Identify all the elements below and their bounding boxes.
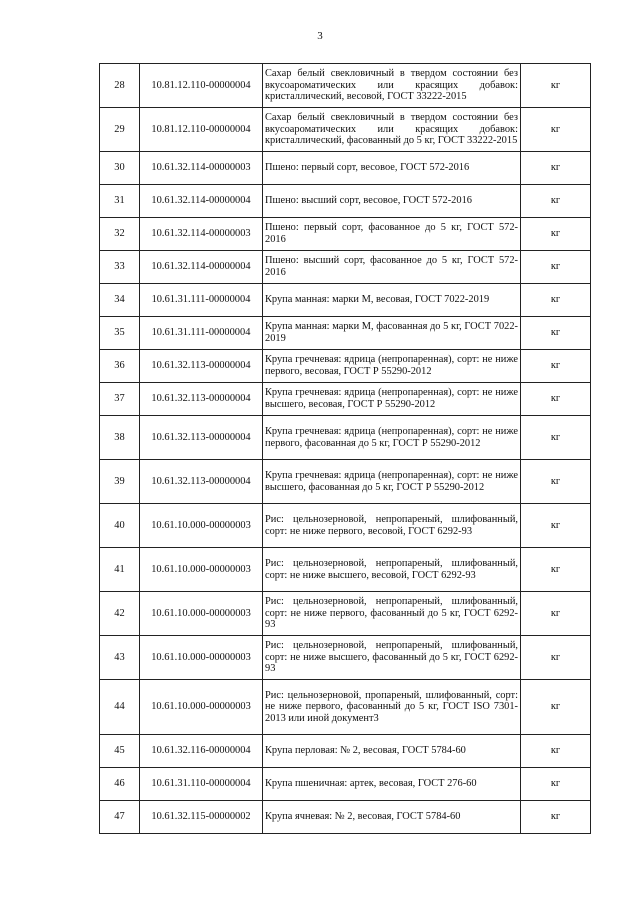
row-number-cell: 37 <box>100 383 140 416</box>
table-row <box>100 504 591 548</box>
table-row <box>100 548 591 592</box>
product-code-cell: 10.61.10.000-00000003 <box>140 680 263 735</box>
table-row <box>100 350 591 383</box>
unit-cell: кг <box>521 218 591 251</box>
table-row <box>100 680 591 735</box>
unit-cell: кг <box>521 350 591 383</box>
unit-cell: кг <box>521 548 591 592</box>
table-row <box>100 383 591 416</box>
product-code-cell: 10.61.31.111-00000004 <box>140 284 263 317</box>
row-number-cell: 43 <box>100 636 140 680</box>
product-description-cell: Пшено: высший сорт, фасованное до 5 кг, ГОСТ 572-2016 <box>263 251 521 284</box>
unit-cell: кг <box>521 735 591 768</box>
product-code-cell: 10.61.10.000-00000003 <box>140 592 263 636</box>
row-number-cell: 44 <box>100 680 140 735</box>
product-code-cell: 10.61.32.114-00000003 <box>140 218 263 251</box>
product-description-cell: Крупа гречневая: ядрица (непропаренная), сорт: не ниже первого, весовая, ГОСТ Р 55290-2012 <box>263 350 521 383</box>
product-description-cell: Пшено: высший сорт, весовое, ГОСТ 572-2016 <box>263 185 521 218</box>
product-code-cell: 10.61.32.113-00000004 <box>140 383 263 416</box>
table-row <box>100 801 591 834</box>
table-row <box>100 218 591 251</box>
unit-cell: кг <box>521 108 591 152</box>
row-number-cell: 38 <box>100 416 140 460</box>
unit-cell: кг <box>521 636 591 680</box>
product-description-cell: Рис: цельнозерновой, непропареный, шлифованный, сорт: не ниже первого, фасованный до 5 кг, ГОСТ 6292-93 <box>263 592 521 636</box>
unit-cell: кг <box>521 64 591 108</box>
row-number-cell: 47 <box>100 801 140 834</box>
product-description-cell: Сахар белый свекловичный в твердом состоянии без вкусоароматических или красящих добавок: кристаллический, фасованный до 5 кг, ГОСТ 33222-2015 <box>263 108 521 152</box>
row-number-cell: 45 <box>100 735 140 768</box>
unit-cell: кг <box>521 383 591 416</box>
unit-cell: кг <box>521 251 591 284</box>
product-description-cell: Рис: цельнозерновой, непропареный, шлифованный, сорт: не ниже первого, весовой, ГОСТ 6292-93 <box>263 504 521 548</box>
row-number-cell: 42 <box>100 592 140 636</box>
unit-cell: кг <box>521 152 591 185</box>
product-description-cell: Крупа гречневая: ядрица (непропаренная), сорт: не ниже высшего, фасованная до 5 кг, ГОСТ Р 55290-2012 <box>263 460 521 504</box>
unit-cell: кг <box>521 680 591 735</box>
table-row <box>100 108 591 152</box>
table-row <box>100 636 591 680</box>
product-code-cell: 10.61.10.000-00000003 <box>140 636 263 680</box>
unit-cell: кг <box>521 768 591 801</box>
table-row <box>100 768 591 801</box>
product-code-cell: 10.61.32.113-00000004 <box>140 460 263 504</box>
product-code-cell: 10.61.32.113-00000004 <box>140 416 263 460</box>
row-number-cell: 30 <box>100 152 140 185</box>
row-number-cell: 35 <box>100 317 140 350</box>
product-description-cell: Сахар белый свекловичный в твердом состоянии без вкусоароматических или красящих добавок: кристаллический, весовой, ГОСТ 33222-2015 <box>263 64 521 108</box>
row-number-cell: 36 <box>100 350 140 383</box>
table-row <box>100 317 591 350</box>
product-description-cell: Крупа гречневая: ядрица (непропаренная), сорт: не ниже первого, фасованная до 5 кг, ГОСТ Р 55290-2012 <box>263 416 521 460</box>
product-description-cell: Рис: цельнозерновой, пропареный, шлифованный, сорт: не ниже первого, фасованный до 5 кг, ГОСТ ISO 7301-2013 или иной документ3 <box>263 680 521 735</box>
product-code-cell: 10.61.10.000-00000003 <box>140 548 263 592</box>
unit-cell: кг <box>521 185 591 218</box>
table-row <box>100 416 591 460</box>
product-description-cell: Крупа перловая: № 2, весовая, ГОСТ 5784-60 <box>263 735 521 768</box>
product-code-cell: 10.61.32.114-00000004 <box>140 185 263 218</box>
product-code-cell: 10.81.12.110-00000004 <box>140 108 263 152</box>
table-row <box>100 592 591 636</box>
page-number: 3 <box>317 30 323 42</box>
row-number-cell: 29 <box>100 108 140 152</box>
product-description-cell: Пшено: первый сорт, фасованное до 5 кг, ГОСТ 572-2016 <box>263 218 521 251</box>
table-row <box>100 251 591 284</box>
products-table-body <box>100 64 591 834</box>
unit-cell: кг <box>521 284 591 317</box>
product-code-cell: 10.61.32.116-00000004 <box>140 735 263 768</box>
product-description-cell: Крупа манная: марки М, фасованная до 5 кг, ГОСТ 7022-2019 <box>263 317 521 350</box>
product-description-cell: Рис: цельнозерновой, непропареный, шлифованный, сорт: не ниже высшего, фасованный до 5 кг, ГОСТ 6292-93 <box>263 636 521 680</box>
unit-cell: кг <box>521 460 591 504</box>
product-description-cell: Крупа гречневая: ядрица (непропаренная), сорт: не ниже высшего, весовая, ГОСТ Р 55290-2012 <box>263 383 521 416</box>
unit-cell: кг <box>521 504 591 548</box>
product-description-cell: Крупа ячневая: № 2, весовая, ГОСТ 5784-60 <box>263 801 521 834</box>
product-code-cell: 10.61.32.114-00000004 <box>140 251 263 284</box>
product-code-cell: 10.61.10.000-00000003 <box>140 504 263 548</box>
product-code-cell: 10.61.32.114-00000003 <box>140 152 263 185</box>
product-description-cell: Крупа манная: марки М, весовая, ГОСТ 7022-2019 <box>263 284 521 317</box>
table-row <box>100 152 591 185</box>
unit-cell: кг <box>521 592 591 636</box>
row-number-cell: 34 <box>100 284 140 317</box>
row-number-cell: 46 <box>100 768 140 801</box>
unit-cell: кг <box>521 801 591 834</box>
product-code-cell: 10.61.32.115-00000002 <box>140 801 263 834</box>
product-description-cell: Крупа пшеничная: артек, весовая, ГОСТ 276-60 <box>263 768 521 801</box>
product-code-cell: 10.61.32.113-00000004 <box>140 350 263 383</box>
table-row <box>100 735 591 768</box>
table-row <box>100 460 591 504</box>
product-description-cell: Пшено: первый сорт, весовое, ГОСТ 572-2016 <box>263 152 521 185</box>
row-number-cell: 33 <box>100 251 140 284</box>
products-table <box>99 63 591 834</box>
product-code-cell: 10.61.31.111-00000004 <box>140 317 263 350</box>
unit-cell: кг <box>521 416 591 460</box>
product-code-cell: 10.81.12.110-00000004 <box>140 64 263 108</box>
row-number-cell: 39 <box>100 460 140 504</box>
row-number-cell: 40 <box>100 504 140 548</box>
unit-cell: кг <box>521 317 591 350</box>
table-row <box>100 284 591 317</box>
row-number-cell: 32 <box>100 218 140 251</box>
row-number-cell: 31 <box>100 185 140 218</box>
table-row <box>100 185 591 218</box>
table-row <box>100 64 591 108</box>
product-code-cell: 10.61.31.110-00000004 <box>140 768 263 801</box>
row-number-cell: 41 <box>100 548 140 592</box>
product-description-cell: Рис: цельнозерновой, непропареный, шлифованный, сорт: не ниже высшего, весовой, ГОСТ 6292-93 <box>263 548 521 592</box>
row-number-cell: 28 <box>100 64 140 108</box>
